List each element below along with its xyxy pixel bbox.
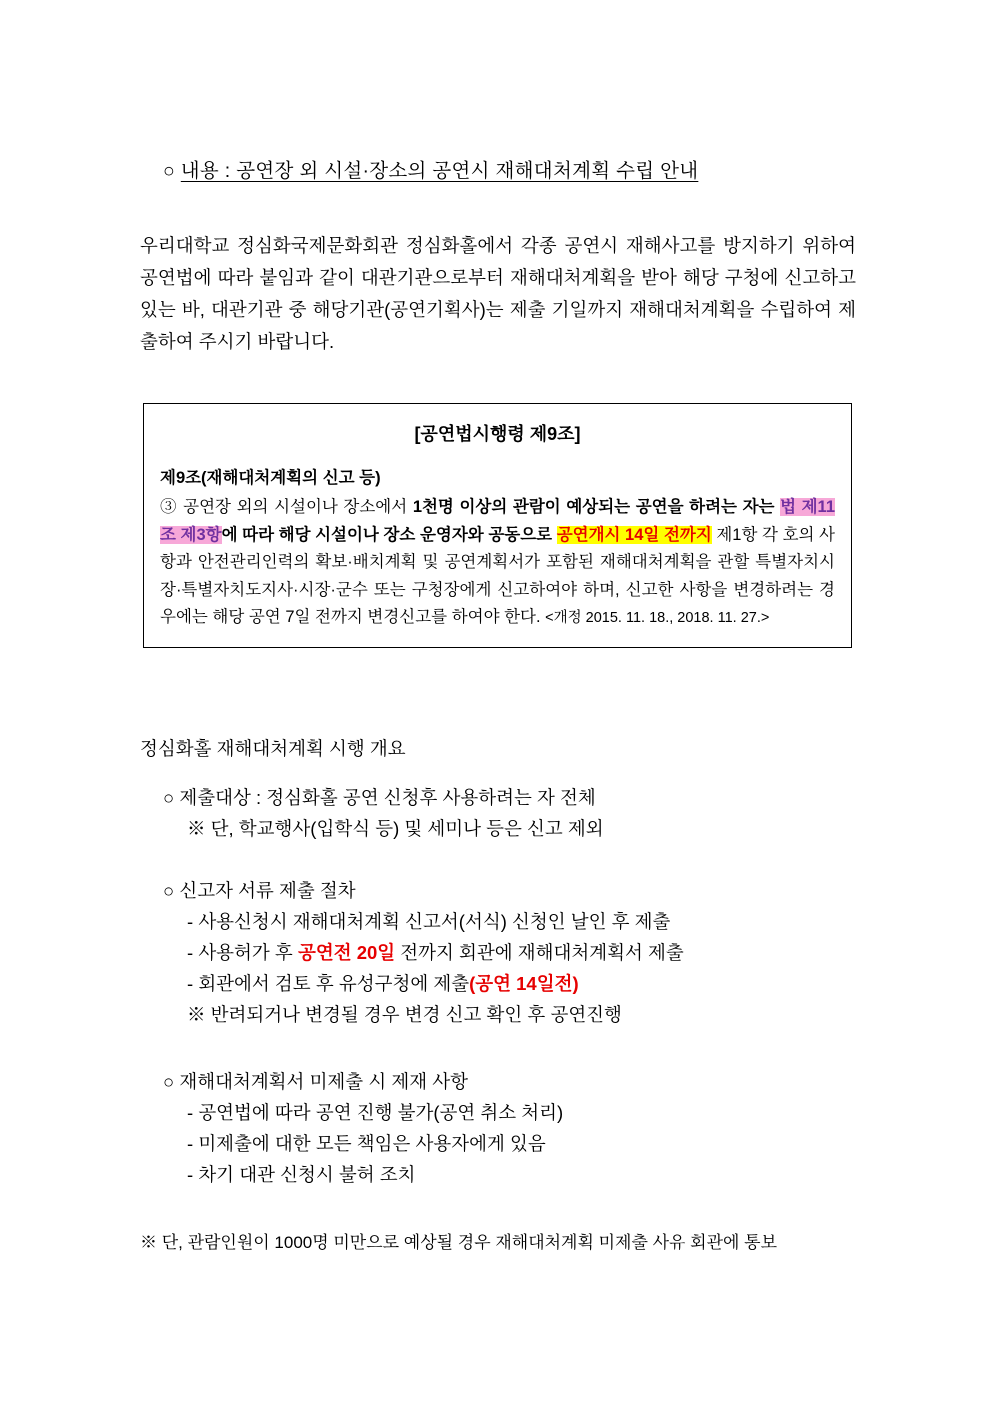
list-item-text-post: 전까지 회관에 재해대처계획서 제출 bbox=[395, 942, 684, 963]
list-marker: ※ bbox=[187, 818, 206, 839]
list-marker: - bbox=[187, 911, 194, 932]
law-seg-4-bold: 에 따라 해당 시설이나 장소 운영자와 공동으로 bbox=[221, 525, 557, 544]
law-seg-3-reference-highlight: 법 제11조 제3항 bbox=[160, 498, 835, 544]
list-marker: - bbox=[187, 973, 194, 994]
list-item bbox=[163, 813, 604, 844]
block-submission-target bbox=[163, 782, 604, 844]
bullet-marker: ○ bbox=[163, 1071, 175, 1092]
list-item-text: 사용신청시 재해대처계획 신고서(서식) 신청인 날인 후 제출 bbox=[198, 911, 671, 932]
law-seg-5-deadline-highlight: 공연개시 14일 전까지 bbox=[556, 525, 712, 544]
law-excerpt-box bbox=[143, 403, 852, 648]
list-item-text: 미제출에 대한 모든 책임은 사용자에게 있음 bbox=[198, 1133, 546, 1154]
list-item-text: 단, 학교행사(입학식 등) 및 세미나 등은 신고 제외 bbox=[210, 818, 604, 839]
list-item bbox=[163, 968, 684, 999]
block-submission-procedure bbox=[163, 875, 684, 1030]
list-item-highlight: (공연 14일전) bbox=[469, 973, 579, 994]
title-bullet-marker: ○ bbox=[163, 160, 176, 182]
list-marker: ※ bbox=[187, 1004, 206, 1025]
block-penalties bbox=[163, 1066, 563, 1190]
law-article-heading: 제9조(재해대처계획의 신고 등) bbox=[160, 469, 381, 487]
list-marker: - bbox=[187, 1102, 194, 1123]
block-heading-text: 재해대처계획서 미제출 시 제재 사항 bbox=[179, 1071, 468, 1092]
law-seg-1: ③ 공연장 외의 시설이나 장소에서 bbox=[160, 498, 413, 516]
list-item bbox=[163, 906, 684, 937]
block-heading bbox=[163, 1066, 563, 1097]
bullet-marker: ○ bbox=[163, 787, 175, 808]
list-item-text-pre: 회관에서 검토 후 유성구청에 제출 bbox=[198, 973, 470, 994]
list-marker: - bbox=[187, 942, 194, 963]
block-heading-text: 제출대상 : 정심화홀 공연 신청후 사용하려는 자 전체 bbox=[179, 787, 596, 808]
intro-paragraph bbox=[140, 230, 856, 358]
block-heading bbox=[163, 782, 604, 813]
list-item-text: 반려되거나 변경될 경우 변경 신고 확인 후 공연진행 bbox=[210, 1004, 622, 1025]
list-item-highlight: 공연전 20일 bbox=[297, 942, 396, 963]
bullet-marker: ○ bbox=[163, 880, 175, 901]
list-item bbox=[163, 1128, 563, 1159]
law-article-body bbox=[160, 494, 835, 633]
law-box-title: [공연법시행령 제9조] bbox=[414, 424, 581, 444]
list-item-text-pre: 사용허가 후 bbox=[198, 942, 298, 963]
list-marker: - bbox=[187, 1133, 194, 1154]
list-marker: - bbox=[187, 1164, 194, 1185]
block-heading bbox=[163, 875, 684, 906]
title-text: 내용 : 공연장 외 시설·장소의 공연시 재해대처계획 수립 안내 bbox=[180, 160, 699, 182]
list-item bbox=[163, 937, 684, 968]
block-heading-text: 신고자 서류 제출 절차 bbox=[179, 880, 356, 901]
section-heading-overview: 정심화홀 재해대처계획 시행 개요 bbox=[140, 738, 406, 759]
footnote: ※ 단, 관람인원이 1000명 미만으로 예상될 경우 재해대처계획 미제출 사유 회관에 통보 bbox=[140, 1233, 777, 1252]
law-seg-6: 제1항 각 호의 사항과 안전관리인력의 확보·배치계획 및 공연계획서가 포함된 재해대처계획을 관할 특별자치시장·특별자치도지사·시장·군수 또는 구청장에게 신고하여야 하며, 신고한 사항을 변경하려는 경우에는 해당 공연 7일 전까지 변경신고를 하여야 한다. bbox=[160, 525, 835, 626]
list-item-text: 공연법에 따라 공연 진행 불가(공연 취소 처리) bbox=[198, 1102, 564, 1123]
list-item bbox=[163, 999, 684, 1030]
law-seg-2-bold: 1천명 이상의 관람이 예상되는 공연을 하려는 자는 bbox=[412, 498, 781, 516]
law-seg-7-amendment-note: <개정 2015. 11. 18., 2018. 11. 27.> bbox=[545, 610, 770, 626]
page-title bbox=[163, 155, 698, 183]
list-item bbox=[163, 1159, 563, 1190]
list-item bbox=[163, 1097, 563, 1128]
intro-text: 우리대학교 정심화국제문화회관 정심화홀에서 각종 공연시 재해사고를 방지하기 위하여 공연법에 따라 붙임과 같이 대관기관으로부터 재해대처계획을 받아 해당 구청에 신고하고 있는 바, 대관기관 중 해당기관(공연기획사)는 제출 기일까지 재해대처계획을 수립하여 제출하여 주시기 바랍니다. bbox=[140, 235, 856, 352]
list-item-text: 차기 대관 신청시 불허 조치 bbox=[198, 1164, 416, 1185]
